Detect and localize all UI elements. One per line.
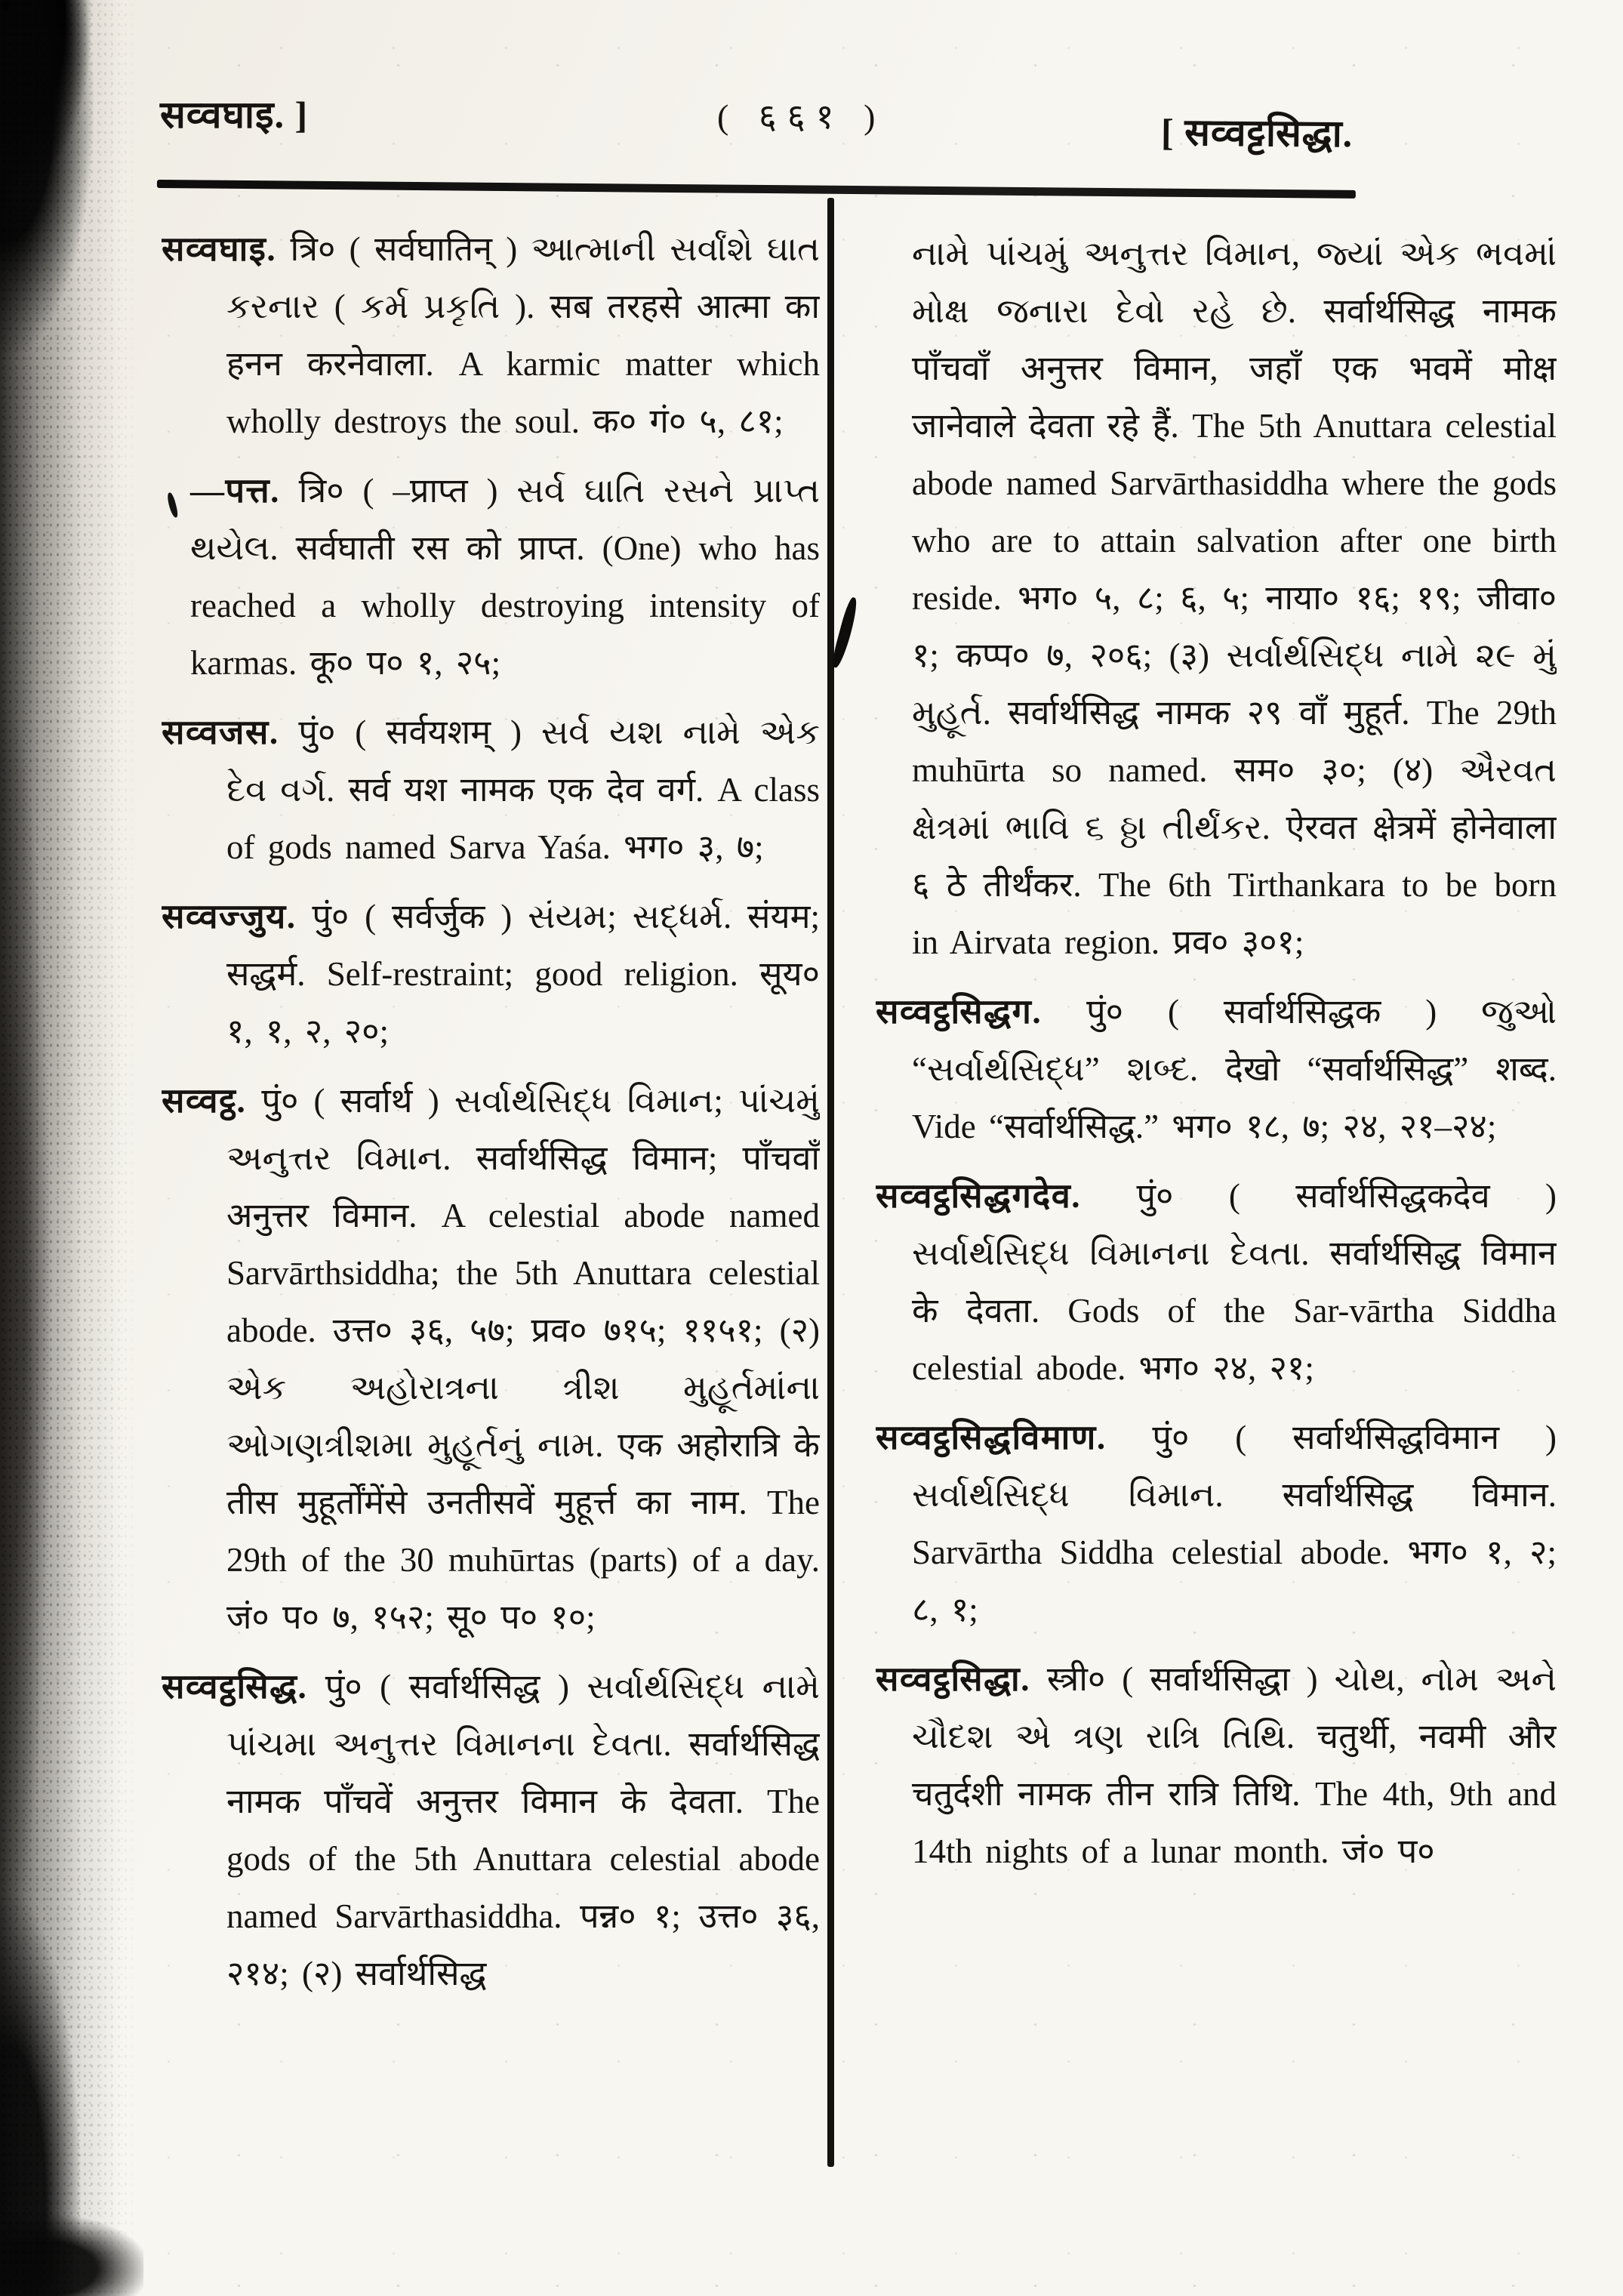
entry-headword: सव्वजस. (162, 713, 279, 751)
entry-body: त्रि० ( –प्राप्त ) સર્વ ઘાતિ રસને પ્રાપ્ત થયેલ. सर्वघाती रस को प्राप्त. (One) who has reached a wholly destroying intensity of karmas. कू० प० १, २५; (190, 472, 820, 682)
ink-smudge-mark (830, 596, 860, 670)
dictionary-entry (162, 888, 820, 1060)
header-rule (157, 180, 1356, 199)
dictionary-entry (162, 220, 820, 450)
header-catchword-right: [ सव्वट्टसिद्धा. (1160, 110, 1354, 156)
entry-body: पुं० ( सर्वार्थसिद्धकदेव ) સર્વાર્થસિદ્ધ વિમાનના દેવતા. सर्वार्थसिद्ध विमान के देवता. Gods of the Sar-vārtha Siddha celestial abode. भग० २४, २१; (912, 1177, 1557, 1387)
header-catchword-left: सव्वघाइ. ] (160, 94, 309, 136)
entry-headword: सव्वट्ठसिद्ध. (162, 1668, 308, 1706)
entry-headword: सव्वट्ठ. (162, 1082, 247, 1120)
left-column (162, 220, 820, 2282)
entry-body: त्रि० ( सर्वघातिन् ) આત્માની સર્વાંશે ઘાત કરનાર ( કર્મ પ્રકૃતિ ). सब तरहसे आत्मा का हनन करनेवाला. A karmic matter which wholly destroys the soul. क० गं० ५, ८१; (226, 230, 820, 440)
entry-headword: सव्वट्ठसिद्धगदेव. (876, 1177, 1082, 1215)
entry-body: पुं० ( सर्वार्थसिद्ध ) સર્વાર્થસિદ્ધ નામે પાંચમા અનુત્તર વિમાનના દેવતા. सर्वार्थसिद्ध नामक पाँचवें अनुत्तर विमान के देवता. The gods of the 5th Anuttara celestial abode named Sarvārthasiddha. पन्न० १; उत्त० ३६, २१४; (२) सर्वार्थसिद्ध (226, 1668, 820, 1992)
entry-headword: सव्वघाइ. (162, 230, 277, 268)
dictionary-entry (876, 1167, 1557, 1397)
entry-headword: सव्वज्जुय. (162, 898, 297, 935)
entry-headword: सव्वट्ठसिद्धविमाण. (876, 1419, 1107, 1456)
entry-body: નામે પાંચમું અનુત્તર વિમાન, જ્યાં એક ભવમાં મોક્ષ જનારા દેવો રહે છે. सर्वार्थसिद्ध नामक पाँचवाँ अनुत्तर विमान, जहाँ एक भवमें मोक्ष जानेवाले देवता रहे हैं. The 5th Anuttara celestial abode named Sarvārthasiddha where the gods who are to attain salvation after one birth reside. भग० ५, ८; ६, ५; नाया० १६; १९; जीवा० १; कप्प० ७, २०६; (३) સર્વાર્થસિદ્ધ નામે ૨૯ મું મુહૂર્ત. सर्वार्थसिद्ध नामक २९ वाँ मुहूर्त. The 29th muhūrta so named. सम० ३०; (४) ઐરવત ક્ષેત્રમાં ભાવિ ૬ ઠ્ઠા તીર્થંકર. ऐरवत क्षेत्रमें होनेवाला ६ ठे तीर्थंकर. The 6th Tirthankara to be born in Airvata region. प्रव० ३०१; (912, 235, 1557, 961)
entry-headword: —पत्त. (190, 472, 280, 510)
entry-body: पुं० ( सर्वार्थ ) સર્વાર્થસિદ્ધ વિમાન; પાંચમું અનુત્તર વિમાન. सर्वार्थसिद्ध विमान; पाँचवाँ अनुत्तर विमान. A celestial abode named Sarvārthsiddha; the 5th Anuttara celestial abode. उत्त० ३६, ५७; प्रव० ७१५; ११५१; (२) એક અહોરાત્રના ત્રીશ મુહૂર્તમાંના ઓગણત્રીશમા મુહૂર્તનું નામ. एक अहोरात्रि के तीस मुहूर्तोंमेंसे उनतीसवें मुहूर्त्त का नाम. The 29th of the 30 muhūrtas (parts) of a day. जं० प० ७, १५२; सू० प० १०; (226, 1082, 820, 1636)
entry-body: पुं० ( सर्वर्जुक ) સંયમ; સદ્ધર્મ. संयम; सद्धर्म. Self-restraint; good religion. सूय० १, १, २, २०; (226, 898, 820, 1050)
entry-body: पुं० ( सर्वार्थसिद्धविमान ) સર્વાર્થસિદ્ધ વિમાન. सर्वार्थसिद्ध विमान. Sarvārtha Siddha celestial abode. भग० १, २; ८, १; (912, 1419, 1557, 1629)
dictionary-entry (162, 1072, 820, 1646)
scan-gutter-artifact (0, 0, 143, 2296)
entry-headword: सव्वट्ठसिद्धा. (876, 1660, 1030, 1698)
dictionary-entry (876, 983, 1557, 1155)
right-column (876, 225, 1557, 2282)
page-number: ( ६६१ ) (717, 97, 886, 136)
dictionary-entry (162, 704, 820, 876)
dictionary-entry (162, 1658, 820, 2002)
entry-body: स्त्री० ( सर्वार्थसिद्धा ) ચોથ, નોમ અને ચૌદશ એ ત્રણ રાત્રિ તિથિ. चतुर्थी, नवमी और चतुर्दशी नामक तीन रात्रि तिथि. The 4th, 9th and 14th nights of a lunar month. जं० प० (912, 1660, 1557, 1870)
dictionary-entry (876, 1650, 1557, 1880)
dictionary-entry (876, 1409, 1557, 1638)
entry-body: पुं० ( सर्वार्थसिद्धक ) જુઓ “સર્વાર્થસિદ્ધ” શબ્દ. देखो “सर्वार्थसिद्ध” शब्द. Vide “सर्वार्थसिद्ध.” भग० १८, ७; २४, २१–२४; (912, 993, 1557, 1145)
dictionary-entry (190, 462, 820, 692)
column-divider (827, 198, 834, 2167)
dictionary-entry (876, 225, 1557, 971)
entry-headword: सव्वट्ठसिद्धग. (876, 993, 1042, 1031)
entry-body: पुं० ( सर्वयशम् ) સર્વ યશ નામે એક દેવ વર્ગ. सर्व यश नामक एक देव वर्ग. A class of gods named Sarva Yaśa. भग० ३, ७; (226, 713, 820, 866)
